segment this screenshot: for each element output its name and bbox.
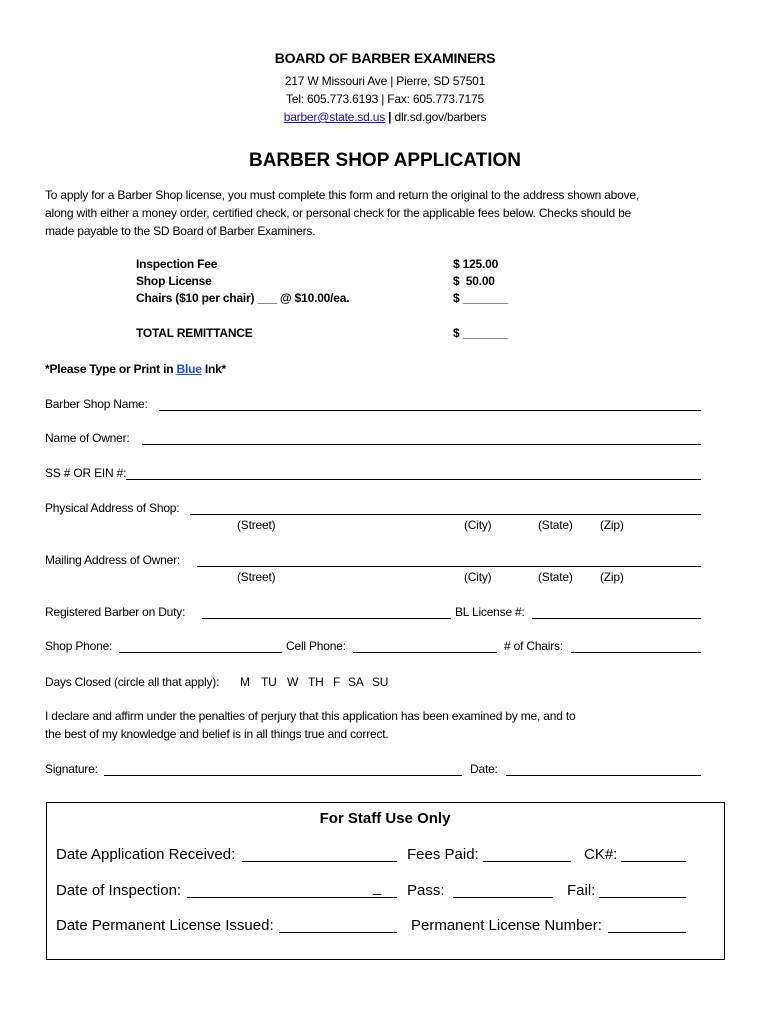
day-option-m[interactable]: M xyxy=(240,675,250,689)
bl-license-field[interactable] xyxy=(532,618,701,619)
fee-inspection-label: Inspection Fee xyxy=(136,257,218,271)
staff-date-inspection-label: Date of Inspection: xyxy=(56,882,182,899)
mailing-city-caption: (City) xyxy=(464,570,492,584)
intro-line-2: along with either a money order, certified check, or personal check for the applicable fees below. Checks should be xyxy=(45,206,632,220)
staff-ck-field[interactable] xyxy=(621,861,686,862)
staff-ck-label: CK#: xyxy=(584,846,618,863)
intro-line-3: made payable to the SD Board of Barber Examiners. xyxy=(45,224,316,238)
org-phone: Tel: 605.773.6193 | Fax: 605.773.7175 xyxy=(286,92,484,106)
declaration-line-2: the best of my knowledge and belief is in all things true and correct. xyxy=(45,727,389,741)
page-title: BARBER SHOP APPLICATION xyxy=(248,150,521,171)
physical-state-caption: (State) xyxy=(538,518,573,532)
staff-date-permanent-field[interactable] xyxy=(279,932,397,933)
registered-barber-label: Registered Barber on Duty: xyxy=(45,605,186,619)
fee-inspection-amount: $ 125.00 xyxy=(453,257,499,271)
cell-phone-label: Cell Phone: xyxy=(286,639,346,653)
ssn-field[interactable] xyxy=(126,479,701,480)
mailing-street-caption: (Street) xyxy=(237,570,276,584)
staff-date-inspection-field[interactable] xyxy=(187,897,397,898)
staff-permanent-number-label: Permanent License Number: xyxy=(411,917,602,934)
org-address: 217 W Missouri Ave | Pierre, SD 57501 xyxy=(284,74,486,88)
fee-license-amount: $ 50.00 xyxy=(453,274,495,288)
staff-pass-label: Pass: xyxy=(407,882,445,899)
staff-fail-field[interactable] xyxy=(599,897,686,898)
ink-note-pre: *Please Type or Print in xyxy=(45,362,177,376)
physical-address-label: Physical Address of Shop: xyxy=(45,501,180,515)
fee-chairs-amount[interactable]: $ _______ xyxy=(453,291,508,305)
day-option-f[interactable]: F xyxy=(333,675,341,689)
shop-phone-field[interactable] xyxy=(119,652,282,653)
mailing-state-caption: (State) xyxy=(538,570,573,584)
cell-phone-field[interactable] xyxy=(353,652,497,653)
staff-pass-field[interactable] xyxy=(453,897,553,898)
staff-inspection-fill: _ xyxy=(373,879,382,896)
physical-zip-caption: (Zip) xyxy=(600,518,624,532)
staff-date-permanent-label: Date Permanent License Issued: xyxy=(56,917,274,934)
physical-street-caption: (Street) xyxy=(237,518,276,532)
mailing-address-field[interactable] xyxy=(197,566,701,567)
mailing-address-label: Mailing Address of Owner: xyxy=(45,553,181,567)
intro-line-1: To apply for a Barber Shop license, you must complete this form and return the original to the address shown above, xyxy=(45,188,640,202)
ink-note-blue: Blue xyxy=(176,362,202,376)
shop-name-field[interactable] xyxy=(159,410,701,411)
ink-note-post: Ink* xyxy=(201,362,227,376)
signature-field[interactable] xyxy=(104,775,462,776)
physical-city-caption: (City) xyxy=(464,518,492,532)
website-text: dlr.sd.gov/barbers xyxy=(394,110,487,124)
org-name: BOARD OF BARBER EXAMINERS xyxy=(274,50,496,66)
contact-separator: | xyxy=(388,110,392,124)
email-link[interactable]: barber@state.sd.us xyxy=(283,110,386,124)
staff-fail-label: Fail: xyxy=(567,882,596,899)
bl-license-label: BL License #: xyxy=(455,605,525,619)
date-label: Date: xyxy=(470,762,498,776)
physical-address-field[interactable] xyxy=(190,514,701,515)
day-option-th[interactable]: TH xyxy=(308,675,324,689)
staff-date-received-label: Date Application Received: xyxy=(56,846,236,863)
total-remittance-amount[interactable]: $ _______ xyxy=(453,326,508,340)
declaration-line-1: I declare and affirm under the penalties of perjury that this application has been examined by me, and to xyxy=(45,709,576,723)
num-chairs-label: # of Chairs: xyxy=(504,639,563,653)
num-chairs-field[interactable] xyxy=(571,652,701,653)
owner-name-field[interactable] xyxy=(142,444,701,445)
staff-box-title: For Staff Use Only xyxy=(319,810,451,827)
registered-barber-field[interactable] xyxy=(202,618,451,619)
total-remittance-label: TOTAL REMITTANCE xyxy=(136,326,253,340)
ssn-label: SS # OR EIN #: xyxy=(45,466,127,480)
mailing-zip-caption: (Zip) xyxy=(600,570,624,584)
shop-name-label: Barber Shop Name: xyxy=(45,397,148,411)
owner-name-label: Name of Owner: xyxy=(45,431,130,445)
staff-fees-paid-field[interactable] xyxy=(483,861,571,862)
staff-date-received-field[interactable] xyxy=(242,861,397,862)
date-field[interactable] xyxy=(506,775,701,776)
days-closed-label: Days Closed (circle all that apply): xyxy=(45,675,220,689)
fee-chairs-label: Chairs ($10 per chair) ___ @ $10.00/ea. xyxy=(136,291,350,305)
ink-note xyxy=(45,362,226,376)
day-option-sa[interactable]: SA xyxy=(348,675,364,689)
staff-permanent-number-field[interactable] xyxy=(608,932,686,933)
fee-license-label: Shop License xyxy=(136,274,212,288)
day-option-su[interactable]: SU xyxy=(372,675,389,689)
day-option-w[interactable]: W xyxy=(287,675,299,689)
day-option-tu[interactable]: TU xyxy=(261,675,277,689)
org-contact xyxy=(0,110,770,124)
staff-fees-paid-label: Fees Paid: xyxy=(407,846,479,863)
signature-label: Signature: xyxy=(45,762,98,776)
shop-phone-label: Shop Phone: xyxy=(45,639,113,653)
